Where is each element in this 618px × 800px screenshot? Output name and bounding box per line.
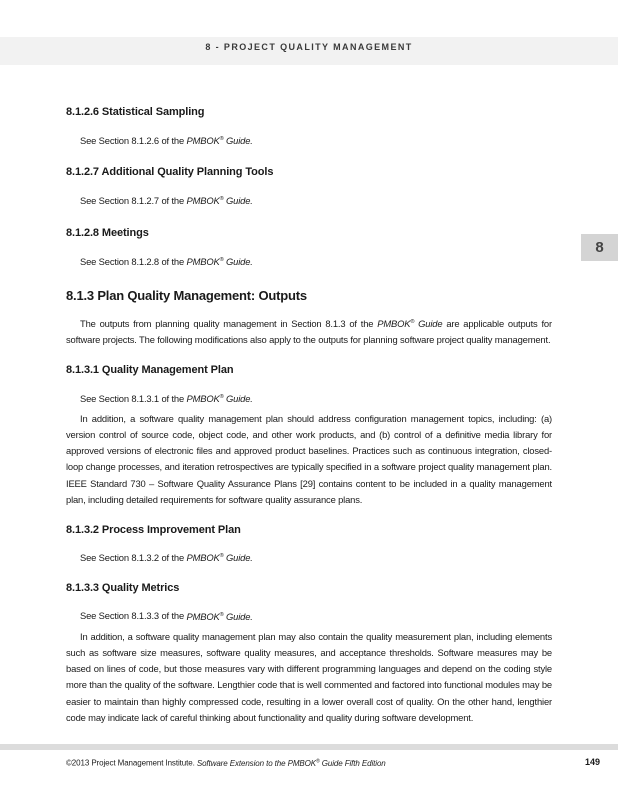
heading-8-1-2-7: 8.1.2.7 Additional Quality Planning Tools bbox=[66, 166, 274, 179]
quality-metrics-paragraph: In addition, a software quality management plan may also contain the quality measurement plan, including elements such as software size measures, software quality measures, and acceptance thresholds. Software measures may be based on lines of code, but those measures vary with different programming languages and depend on the coding style more than the quality of the software. Lengthier code that is well commented and factored into functional modules may be easier to maintain than highly compressed code, resulting in a lower overall cost of quality. On the other hand, lengthier code may indicate lack of careful thinking about functionality and quality during software development. bbox=[66, 630, 552, 723]
page-number: 149 bbox=[584, 757, 600, 767]
chapter-tab: 8 bbox=[581, 234, 618, 261]
reference-8-1-2-7: See Section 8.1.2.7 of the PMBOK® Guide. bbox=[80, 195, 253, 207]
heading-8-1-2-8: 8.1.2.8 Meetings bbox=[66, 226, 149, 239]
running-header: 8 - PROJECT QUALITY MANAGEMENT bbox=[205, 42, 413, 52]
quality-management-plan-paragraph: In addition, a software quality management plan should address configuration management topics, including: (a) version control of source code, object code, and other work products, and (b) control of a definitive media library for approved versions of electronic files and approved product baselines. Practices such as continuous integration, closed-loop change processes, and iteration retrospectives are typically specified in a software project quality management plan. IEEE Standard 730 – Software Quality Assurance Plans [29] contains content to be included in a quality management plan, including detailed requirements for software quality assurance plans. bbox=[66, 412, 552, 505]
reference-8-1-2-8: See Section 8.1.2.8 of the PMBOK® Guide. bbox=[80, 255, 253, 267]
reference-8-1-3-2: See Section 8.1.3.2 of the PMBOK® Guide. bbox=[80, 552, 253, 564]
heading-8-1-3: 8.1.3 Plan Quality Management: Outputs bbox=[66, 287, 307, 303]
reference-8-1-2-6: See Section 8.1.2.6 of the PMBOK® Guide. bbox=[80, 135, 253, 147]
heading-8-1-3-3: 8.1.3.3 Quality Metrics bbox=[66, 582, 180, 595]
reference-8-1-3-1: See Section 8.1.3.1 of the PMBOK® Guide. bbox=[80, 392, 253, 404]
page-content bbox=[66, 104, 552, 726]
heading-8-1-3-1: 8.1.3.1 Quality Management Plan bbox=[66, 363, 234, 376]
footer-copyright: ©2013 Project Management Institute. Software Extension to the PMBOK® Guide Fifth Edition bbox=[66, 758, 386, 768]
reference-8-1-3-3: See Section 8.1.3.3 of the PMBOK® Guide. bbox=[80, 610, 253, 622]
footer-band bbox=[0, 744, 618, 750]
heading-8-1-3-2: 8.1.3.2 Process Improvement Plan bbox=[66, 524, 241, 537]
outputs-paragraph: The outputs from planning quality management in Section 8.1.3 of the PMBOK® Guide are applicable outputs for software projects. The following modifications also apply to the outputs for planning software project quality management. bbox=[66, 318, 552, 346]
heading-8-1-2-6: 8.1.2.6 Statistical Sampling bbox=[66, 106, 205, 118]
